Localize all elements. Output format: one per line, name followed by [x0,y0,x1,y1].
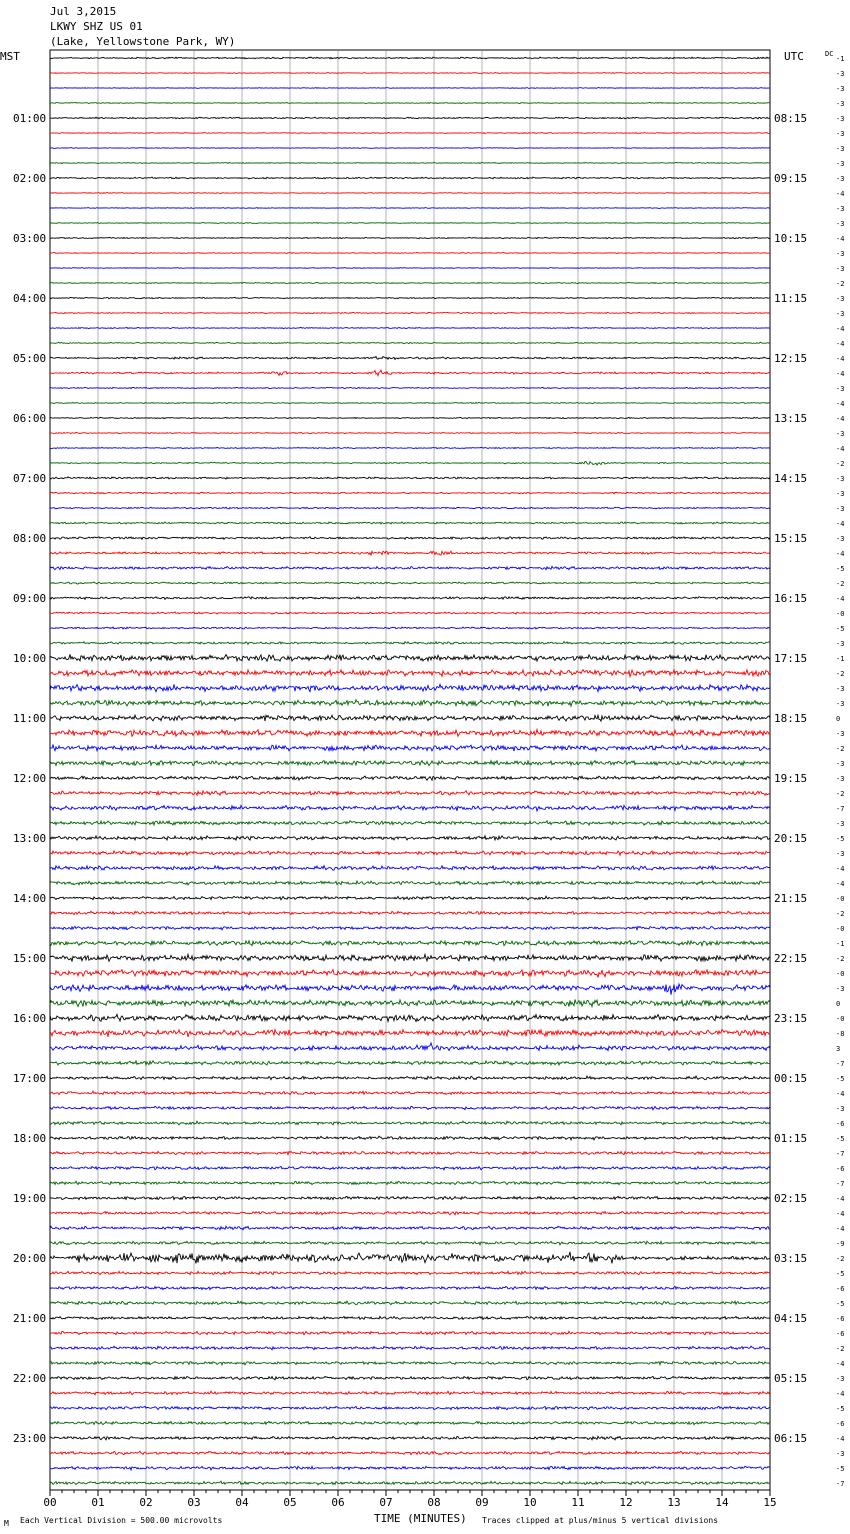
seismic-trace [50,1196,770,1199]
left-time-label: 18:00 [13,1132,47,1145]
dc-offset-label: -2 [836,1345,845,1353]
right-time-label: 08:15 [774,112,808,125]
right-time-label: 11:15 [774,292,808,305]
left-timezone-label: MST [0,50,20,63]
recording-date: Jul 3,2015 [50,5,117,18]
right-time-label: 03:15 [774,1252,808,1265]
seismic-trace [50,297,770,298]
grid-layer [50,50,770,1496]
dc-offset-label: -3 [836,295,845,303]
seismic-trace [50,237,770,238]
seismic-trace [50,791,770,796]
dc-offset-label: -2 [836,280,845,288]
dc-offset-label: -4 [836,865,845,873]
dc-offset-label: -4 [836,400,845,408]
right-time-label: 04:15 [774,1312,808,1325]
seismic-trace [50,851,770,855]
seismic-trace [50,1136,770,1140]
seismic-trace [50,1076,770,1080]
dc-offset-label: -4 [836,1210,845,1218]
seismic-trace [50,432,770,433]
x-tick-label: 00 [43,1496,57,1509]
right-time-label: 23:15 [774,1012,808,1025]
dc-offset-label: -1 [836,655,845,663]
seismic-trace [50,1346,770,1350]
dc-offset-label: -1 [836,940,845,948]
dc-offset-label: -7 [836,1150,845,1158]
dc-offset-label: -6 [836,1285,845,1293]
dc-offset-label: -5 [836,835,845,843]
dc-offset-label: -3 [836,490,845,498]
seismic-trace [50,715,770,721]
seismic-trace [50,252,770,253]
left-time-label: 02:00 [13,172,47,185]
seismic-trace [50,1226,770,1230]
dc-offset-label: -3 [836,385,845,393]
seismic-trace [50,551,770,555]
x-tick-label: 13 [667,1496,681,1509]
right-time-label: 01:15 [774,1132,808,1145]
dc-offset-label: -3 [836,1375,845,1383]
seismic-trace [50,1121,770,1125]
seismic-trace [50,477,770,479]
seismic-trace [50,761,770,766]
left-time-label: 20:00 [13,1252,47,1265]
corner-mark: M [4,1519,9,1528]
left-time-label: 06:00 [13,412,47,425]
seismic-trace [50,1331,770,1335]
seismic-trace [50,1091,770,1094]
seismic-trace [50,208,770,209]
left-time-label: 16:00 [13,1012,47,1025]
seismic-trace [50,327,770,328]
dc-offset-label: -7 [836,1060,845,1068]
x-tick-label: 05 [283,1496,297,1509]
seismic-trace [50,926,770,929]
left-time-label: 05:00 [13,352,47,365]
right-time-label: 02:15 [774,1192,808,1205]
dc-offset-label: -6 [836,1165,845,1173]
dc-offset-label: -5 [836,1300,845,1308]
seismic-trace [50,881,770,885]
dc-offset-label: -3 [836,175,845,183]
dc-offset-label: -2 [836,670,845,678]
dc-offset-label: -4 [836,880,845,888]
dc-offset-label: -3 [836,1450,845,1458]
seismic-trace [50,402,770,403]
seismic-trace [50,627,770,629]
dc-offset-label: -3 [836,700,845,708]
dc-offset-label: -5 [836,1135,845,1143]
seismic-trace [50,805,770,811]
seismic-trace [50,836,770,840]
seismic-trace [50,370,770,376]
clip-note: Traces clipped at plus/minus 5 vertical divisions [482,1516,719,1525]
dc-offset-label: -4 [836,1360,845,1368]
x-tick-label: 15 [763,1496,777,1509]
seismic-trace [50,1151,770,1154]
right-time-label: 10:15 [774,232,808,245]
left-time-label: 17:00 [13,1072,47,1085]
right-time-label: 16:15 [774,592,808,605]
right-time-label: 13:15 [774,412,808,425]
seismic-trace [50,117,770,119]
right-time-label: 09:15 [774,172,808,185]
dc-offset-label: -3 [836,535,845,543]
x-tick-label: 09 [475,1496,489,1509]
dc-offset-label: -1 [836,55,845,63]
seismic-trace [50,1043,770,1051]
seismic-trace [50,57,770,59]
dc-offset-label: -2 [836,580,845,588]
dc-offset-label: -0 [836,895,845,903]
seismic-trace [50,597,770,600]
dc-offset-label: -3 [836,310,845,318]
seismic-trace [50,970,770,978]
right-time-label: 17:15 [774,652,808,665]
seismic-trace [50,522,770,524]
seismic-trace [50,654,770,661]
dc-offset-label: -4 [836,1435,845,1443]
dc-offset-label: -3 [836,430,845,438]
x-tick-label: 10 [523,1496,537,1509]
dc-offset-label: -3 [836,220,845,228]
x-tick-label: 03 [187,1496,201,1509]
dc-offset-label: -3 [836,505,845,513]
dc-offset-label: -3 [836,265,845,273]
dc-offset-label: -5 [836,565,845,573]
seismic-trace [50,387,770,388]
dc-offset-label: -3 [836,100,845,108]
seismic-trace [50,1436,770,1440]
seismic-trace [50,911,770,915]
dc-offset-label: -3 [836,160,845,168]
dc-offset-label: -3 [836,685,845,693]
seismic-trace [50,954,770,961]
x-tick-label: 06 [331,1496,345,1509]
dc-offset-label: -4 [836,235,845,243]
x-tick-label: 02 [139,1496,153,1509]
seismic-trace [50,1421,770,1424]
dc-offset-label: -5 [836,1405,845,1413]
right-time-label: 18:15 [774,712,808,725]
seismic-trace [50,1451,770,1455]
seismic-trace [50,268,770,269]
seismic-trace [50,1252,770,1264]
x-tick-label: 14 [715,1496,729,1509]
right-time-label: 12:15 [774,352,808,365]
left-time-label: 09:00 [13,592,47,605]
seismic-trace [50,282,770,283]
right-time-label: 00:15 [774,1072,808,1085]
seismic-trace [50,342,770,343]
dc-offset-label: -0 [836,925,845,933]
seismic-trace [50,1361,770,1364]
dc-offset-label: -0 [836,1015,845,1023]
left-time-label: 23:00 [13,1432,47,1445]
right-time-label: 21:15 [774,892,808,905]
dc-offset-label: -4 [836,325,845,333]
x-tick-label: 07 [379,1496,393,1509]
seismic-trace [50,1061,770,1065]
dc-offset-label: -3 [836,250,845,258]
seismic-trace [50,1106,770,1110]
trace-layer [50,57,770,1485]
left-time-label: 11:00 [13,712,47,725]
seismic-trace [50,566,770,569]
left-time-label: 21:00 [13,1312,47,1325]
dc-offset-label: -5 [836,625,845,633]
dc-offset-label: -4 [836,190,845,198]
left-time-label: 10:00 [13,652,47,665]
left-time-label: 03:00 [13,232,47,245]
dc-offset-label: -2 [836,790,845,798]
x-tick-label: 11 [571,1496,585,1509]
seismic-trace [50,163,770,164]
dc-offset-label: -0 [836,610,845,618]
dc-offset-label: -4 [836,370,845,378]
dc-offset-label: -2 [836,910,845,918]
seismic-trace [50,177,770,179]
seismic-trace [50,537,770,540]
dc-offset-label: -7 [836,1480,845,1488]
seismic-trace [50,193,770,194]
seismic-trace [50,984,770,995]
seismic-trace [50,582,770,584]
left-time-label: 13:00 [13,832,47,845]
x-tick-label: 12 [619,1496,633,1509]
dc-offset-label: 0 [836,715,841,723]
seismic-trace [50,684,770,692]
seismic-trace [50,447,770,448]
seismic-trace [50,1271,770,1274]
seismic-trace [50,729,770,736]
station-code: LKWY SHZ US 01 [50,20,143,33]
seismic-trace [50,776,770,780]
right-time-label: 05:15 [774,1372,808,1385]
dc-offset-label: -3 [836,145,845,153]
dc-offset-label: -2 [836,1255,845,1263]
dc-offset-label: -5 [836,1465,845,1473]
dc-offset-label: -3 [836,820,845,828]
left-time-label: 22:00 [13,1372,47,1385]
seismic-trace [50,1241,770,1245]
dc-offset-label: -4 [836,445,845,453]
dc-offset-label: -6 [836,1120,845,1128]
seismic-trace [50,223,770,224]
seismic-trace [50,670,770,677]
dc-offset-label: -3 [836,640,845,648]
seismic-trace [50,1166,770,1170]
seismic-trace [50,73,770,74]
dc-offset-label: -7 [836,1180,845,1188]
right-time-label: 14:15 [774,472,808,485]
left-time-label: 08:00 [13,532,47,545]
seismic-trace [50,492,770,494]
seismic-trace [50,1391,770,1395]
seismic-trace [50,1481,770,1485]
dc-offset-label: -2 [836,745,845,753]
seismic-trace [50,1406,770,1409]
dc-offset-label: -3 [836,1105,845,1113]
scale-note: Each Vertical Division = 500.00 microvolts [20,1516,223,1525]
seismic-trace [50,1014,770,1021]
dc-offset-label: -3 [836,85,845,93]
dc-offset-label: -3 [836,475,845,483]
dc-offset-label: -2 [836,955,845,963]
dc-offset-label: -6 [836,1315,845,1323]
station-location: (Lake, Yellowstone Park, WY) [50,35,236,48]
dc-offset-label: 3 [836,1045,841,1053]
seismic-trace [50,1286,770,1289]
dc-column-label: DC [825,50,834,58]
left-time-label: 15:00 [13,952,47,965]
dc-offset-label: -4 [836,355,845,363]
seismic-trace [50,821,770,826]
right-time-label: 22:15 [774,952,808,965]
seismic-trace [50,1316,770,1319]
seismic-trace [50,1376,770,1379]
dc-offset-label: -4 [836,550,845,558]
x-tick-label: 01 [91,1496,105,1509]
dc-offset-label: -4 [836,520,845,528]
dc-offset-label: -6 [836,1420,845,1428]
seismic-trace [50,642,770,645]
dc-offset-label: -4 [836,1390,845,1398]
dc-offset-label: -4 [836,1195,845,1203]
seismic-trace [50,896,770,900]
dc-offset-label: -3 [836,115,845,123]
left-time-label: 12:00 [13,772,47,785]
x-axis-title: TIME (MINUTES) [374,1512,467,1525]
dc-offset-label: -3 [836,730,845,738]
seismic-trace [50,417,770,418]
dc-offset-label: -8 [836,1030,845,1038]
seismic-trace [50,462,770,466]
seismic-trace [50,1466,770,1470]
dc-offset-label: -4 [836,595,845,603]
seismic-trace [50,612,770,614]
dc-offset-label: -3 [836,985,845,993]
left-time-label: 01:00 [13,112,47,125]
seismic-trace [50,507,770,509]
seismic-trace [50,941,770,946]
dc-offset-label: -3 [836,850,845,858]
dc-offset-label: -4 [836,415,845,423]
dc-offset-label: -3 [836,130,845,138]
right-time-label: 20:15 [774,832,808,845]
left-time-label: 14:00 [13,892,47,905]
left-time-label: 19:00 [13,1192,47,1205]
seismic-trace [50,866,770,871]
dc-offset-label: -6 [836,1330,845,1338]
seismic-trace [50,745,770,751]
seismic-trace [50,1030,770,1037]
right-time-label: 06:15 [774,1432,808,1445]
seismic-trace [50,88,770,89]
seismic-trace [50,1181,770,1185]
dc-offset-label: -3 [836,205,845,213]
right-time-label: 15:15 [774,532,808,545]
dc-offset-label: -9 [836,1240,845,1248]
x-tick-label: 08 [427,1496,441,1509]
dc-offset-label: -5 [836,1075,845,1083]
right-timezone-label: UTC [784,50,804,63]
x-tick-label: 04 [235,1496,249,1509]
dc-offset-label: -3 [836,775,845,783]
seismic-trace [50,700,770,707]
seismic-trace [50,148,770,149]
dc-offset-label: -4 [836,1090,845,1098]
dc-offset-label: -3 [836,70,845,78]
dc-offset-label: -5 [836,1270,845,1278]
left-time-label: 04:00 [13,292,47,305]
dc-offset-label: -3 [836,760,845,768]
dc-offset-label: -0 [836,970,845,978]
dc-offset-label: -4 [836,340,845,348]
seismic-trace [50,1212,770,1215]
dc-offset-label: -7 [836,805,845,813]
seismic-trace [50,1301,770,1305]
dc-offset-label: 0 [836,1000,841,1008]
dc-offset-label: -2 [836,460,845,468]
right-time-label: 19:15 [774,772,808,785]
seismic-trace [50,312,770,313]
dc-offset-label: -4 [836,1225,845,1233]
seismic-trace [50,103,770,104]
seismic-trace [50,1000,770,1007]
seismic-trace [50,133,770,134]
seismic-trace [50,357,770,360]
left-time-label: 07:00 [13,472,47,485]
